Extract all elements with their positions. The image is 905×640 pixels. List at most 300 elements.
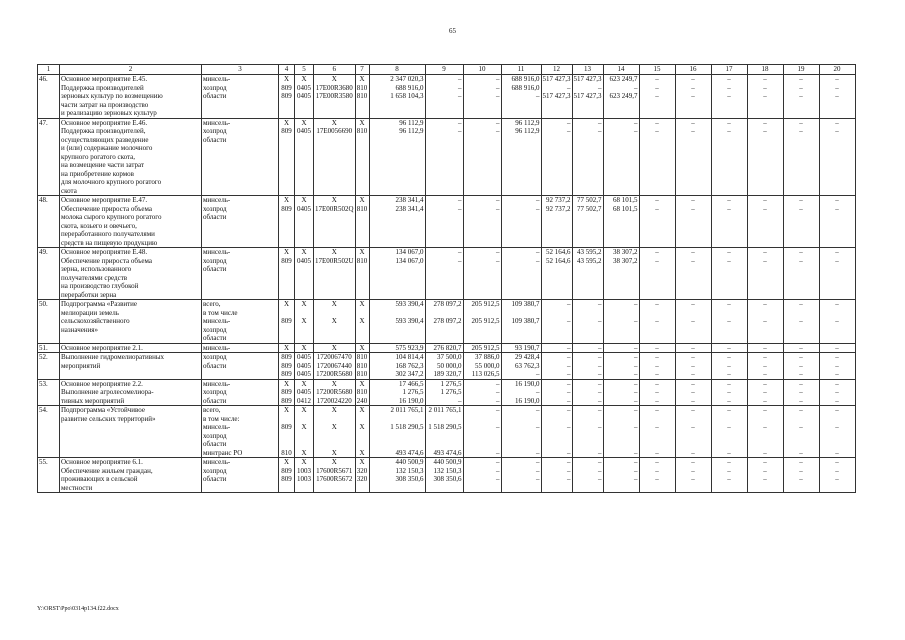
cell-line: 276 820,7 — [433, 343, 462, 352]
page-number: 65 — [449, 27, 456, 35]
cell-line — [203, 170, 277, 179]
cell-line — [821, 334, 854, 343]
table-cell — [747, 75, 783, 119]
cell-line — [785, 326, 818, 335]
table-cell — [747, 406, 783, 458]
cell-line: – — [691, 118, 695, 127]
cell-line: – — [727, 118, 731, 127]
cell-line — [641, 415, 674, 424]
table-cell — [501, 458, 541, 493]
cell-line — [371, 432, 424, 441]
cell-line — [427, 213, 462, 222]
cell-line — [371, 274, 424, 283]
cell-line: – — [536, 466, 540, 475]
cell-line: мероприятий — [61, 361, 101, 370]
cell-line: в том числе — [203, 308, 238, 317]
cell-line — [465, 161, 500, 170]
cell-line: – — [691, 448, 695, 457]
cell-line — [749, 161, 782, 170]
cell-line: 37 886,0 — [475, 353, 500, 361]
cell-line — [357, 101, 368, 110]
cell-line: – — [536, 256, 540, 265]
cell-line: – — [763, 353, 767, 361]
table-cell — [295, 248, 314, 300]
cell-line: – — [835, 388, 839, 396]
cell-line: минсель- — [203, 458, 231, 466]
cell-line — [605, 291, 638, 300]
cell-line — [39, 205, 58, 214]
cell-line — [296, 101, 312, 110]
cell-line — [677, 153, 710, 162]
cell-line: – — [835, 75, 839, 83]
table-cell — [675, 406, 711, 458]
cell-line — [677, 334, 710, 343]
cell-line: – — [799, 300, 803, 308]
cell-line: для молочного крупного рогатого — [61, 178, 162, 186]
cell-line — [574, 282, 602, 291]
cell-line — [357, 213, 368, 222]
table-cell — [747, 379, 783, 406]
cell-line — [357, 309, 368, 318]
cell-line: 320 — [356, 475, 368, 483]
cell-line: 93 190,7 — [515, 343, 540, 352]
cell-line — [280, 265, 293, 274]
table-cell — [463, 343, 501, 353]
cell-line — [357, 178, 368, 187]
cell-line — [427, 109, 462, 118]
table-cell — [279, 379, 295, 406]
cell-line — [641, 282, 674, 291]
cell-line — [821, 161, 854, 170]
table-cell — [38, 118, 60, 196]
cell-line: – — [567, 317, 571, 325]
cell-line — [713, 178, 746, 187]
cell-line — [574, 230, 602, 239]
table-cell — [425, 300, 463, 344]
table-cell — [369, 406, 425, 458]
cell-line: Основное мероприятие 6.1. — [61, 458, 143, 466]
cell-line — [574, 239, 602, 248]
cell-line: – — [634, 83, 638, 92]
cell-line — [749, 440, 782, 449]
cell-line: – — [655, 396, 659, 405]
cell-line: – — [458, 204, 462, 213]
cell-line: – — [799, 379, 803, 388]
cell-line: Х — [331, 343, 337, 352]
table-cell — [463, 300, 501, 344]
cell-line: 50 000,0 — [437, 361, 462, 370]
cell-line: осуществляющих разведение — [61, 135, 149, 144]
cell-line: – — [634, 423, 638, 431]
cell-line — [821, 274, 854, 283]
cell-line — [357, 170, 368, 179]
column-number-cell: 8 — [369, 65, 425, 75]
cell-line — [280, 282, 293, 291]
table-cell — [541, 458, 572, 493]
cell-line: Х — [301, 300, 307, 308]
table-cell — [819, 379, 855, 406]
cell-line — [821, 282, 854, 291]
cell-line — [574, 309, 602, 318]
cell-line — [574, 136, 602, 145]
cell-line: хозпрод — [203, 256, 227, 265]
cell-line: Поддержка производителей, — [61, 127, 146, 135]
cell-line — [821, 153, 854, 162]
cell-line: – — [655, 466, 659, 475]
table-cell — [572, 248, 603, 300]
cell-line: Выполнение гидромелиоративных — [61, 353, 165, 361]
cell-line — [677, 178, 710, 187]
table-cell — [279, 118, 295, 196]
cell-line: – — [835, 448, 839, 457]
cell-line: всего, — [203, 300, 221, 308]
cell-line: хозпрод — [203, 431, 227, 440]
cell-line: Х — [331, 423, 337, 431]
cell-line — [39, 230, 58, 239]
cell-line — [296, 309, 312, 318]
cell-line — [503, 144, 540, 153]
cell-line — [203, 161, 277, 170]
cell-line: – — [598, 361, 602, 370]
cell-line — [357, 415, 368, 424]
cell-line: – — [567, 388, 571, 396]
cell-line — [39, 475, 58, 484]
table-cell — [783, 458, 819, 493]
table-cell — [603, 118, 639, 196]
cell-line — [749, 415, 782, 424]
cell-line — [574, 161, 602, 170]
cell-line: – — [634, 466, 638, 475]
cell-line — [821, 170, 854, 179]
cell-line: – — [536, 475, 540, 483]
table-cell — [279, 75, 295, 119]
cell-line: – — [835, 204, 839, 213]
cell-line: – — [536, 458, 540, 466]
cell-line — [315, 170, 354, 179]
cell-line — [503, 239, 540, 248]
cell-line: – — [763, 370, 767, 378]
cell-line — [39, 144, 58, 153]
table-cell — [314, 343, 356, 353]
column-number-cell: 16 — [675, 65, 711, 75]
cell-line: Х — [359, 423, 365, 431]
cell-line: – — [727, 317, 731, 325]
cell-line — [503, 161, 540, 170]
table-cell — [463, 406, 501, 458]
column-number-cell: 4 — [279, 65, 295, 75]
cell-line: – — [634, 475, 638, 483]
table-cell — [572, 343, 603, 353]
table-cell — [369, 343, 425, 353]
cell-line — [605, 484, 638, 493]
cell-line — [427, 291, 462, 300]
cell-line — [39, 415, 58, 424]
cell-line: 92 737,2 — [546, 196, 571, 204]
table-cell — [675, 75, 711, 119]
cell-line — [296, 265, 312, 274]
cell-line — [543, 101, 571, 110]
cell-line — [357, 222, 368, 231]
cell-line — [749, 170, 782, 179]
cell-line — [713, 239, 746, 248]
cell-line: 810 — [281, 448, 292, 457]
cell-line: – — [799, 256, 803, 265]
table-cell — [314, 353, 356, 380]
cell-line — [39, 432, 58, 441]
cell-line — [543, 282, 571, 291]
cell-line — [357, 187, 368, 196]
table-cell — [639, 379, 675, 406]
cell-line — [677, 144, 710, 153]
cell-line: 809 — [281, 370, 292, 378]
cell-line — [39, 291, 58, 300]
cell-line — [503, 222, 540, 231]
cell-line: – — [536, 248, 540, 256]
cell-line: – — [496, 458, 500, 466]
cell-line: – — [727, 406, 731, 414]
cell-line: 96 112,9 — [399, 118, 424, 127]
cell-line — [465, 239, 500, 248]
cell-line: 0405 — [297, 353, 311, 361]
cell-line — [641, 291, 674, 300]
cell-line — [677, 274, 710, 283]
cell-line — [713, 136, 746, 145]
cell-line: 575 923,9 — [395, 343, 424, 352]
cell-line — [574, 144, 602, 153]
table-cell — [463, 75, 501, 119]
table-cell — [369, 75, 425, 119]
cell-line: хозпрод — [203, 83, 227, 92]
table-cell — [60, 379, 202, 406]
table-row — [38, 379, 856, 406]
cell-line: 240 — [356, 396, 368, 405]
cell-line: 809 — [281, 256, 292, 265]
cell-line — [543, 484, 571, 493]
cell-line: Х — [283, 458, 290, 466]
cell-line: – — [536, 92, 540, 100]
cell-line: – — [655, 458, 659, 466]
cell-line — [39, 484, 58, 493]
cell-line: – — [536, 423, 540, 431]
cell-line: – — [691, 196, 695, 204]
cell-line — [39, 127, 58, 136]
cell-line: – — [835, 458, 839, 466]
cell-line — [821, 144, 854, 153]
cell-line: области — [203, 135, 227, 144]
cell-line: – — [799, 388, 803, 396]
cell-line: – — [763, 388, 767, 396]
cell-line — [427, 239, 462, 248]
cell-line — [574, 440, 602, 449]
cell-line — [371, 109, 424, 118]
cell-line — [280, 144, 293, 153]
cell-line: 55. — [39, 458, 48, 466]
cell-line — [39, 449, 58, 458]
cell-line — [296, 230, 312, 239]
table-cell — [819, 248, 855, 300]
cell-line — [357, 161, 368, 170]
cell-line: – — [634, 361, 638, 370]
cell-line — [543, 415, 571, 424]
table-cell — [639, 300, 675, 344]
cell-line: 238 341,4 — [395, 204, 424, 213]
cell-line: – — [799, 475, 803, 483]
cell-line: 1 276,5 — [440, 388, 462, 396]
cell-line: – — [567, 396, 571, 405]
cell-line — [427, 170, 462, 179]
cell-line: 2 011 765,1 — [428, 406, 462, 414]
cell-line: Х — [359, 317, 365, 325]
cell-line — [357, 239, 368, 248]
cell-line — [465, 326, 500, 335]
cell-line — [543, 170, 571, 179]
cell-line: – — [727, 475, 731, 483]
cell-line: – — [655, 353, 659, 361]
cell-line: 38 307,2 — [613, 248, 638, 256]
cell-line: – — [458, 92, 462, 100]
cell-line: 16 190,0 — [515, 379, 540, 388]
cell-line: 308 350,6 — [433, 475, 462, 483]
cell-line: 517 427,3 — [542, 92, 571, 100]
cell-line — [641, 187, 674, 196]
cell-line — [641, 136, 674, 145]
cell-line — [39, 92, 58, 101]
cell-line — [713, 334, 746, 343]
cell-line — [280, 432, 293, 441]
cell-line: Х — [359, 448, 365, 457]
cell-line — [371, 309, 424, 318]
cell-line: на приобретение кормов — [61, 169, 134, 178]
cell-line — [427, 144, 462, 153]
cell-line: Подпрограмма «Устойчивое — [61, 406, 145, 414]
table-cell — [425, 343, 463, 353]
cell-line — [641, 230, 674, 239]
cell-line: 16 190,0 — [399, 396, 424, 405]
cell-line — [427, 334, 462, 343]
cell-line — [677, 230, 710, 239]
cell-line: – — [763, 127, 767, 135]
cell-line: – — [835, 370, 839, 378]
cell-line: на производство глубокой — [61, 282, 139, 290]
cell-line: тивных мероприятий — [61, 396, 125, 405]
cell-line: минсель- — [203, 343, 231, 352]
cell-line: 493 474,6 — [395, 448, 424, 457]
cell-line — [641, 101, 674, 110]
cell-line — [296, 282, 312, 291]
table-row — [38, 118, 856, 196]
cell-line — [605, 282, 638, 291]
table-cell — [603, 300, 639, 344]
cell-line — [785, 484, 818, 493]
cell-line: – — [763, 423, 767, 431]
cell-line: – — [799, 353, 803, 361]
cell-line — [821, 440, 854, 449]
cell-line: – — [691, 423, 695, 431]
cell-line — [677, 161, 710, 170]
cell-line: зерновых культур по возмещению — [61, 92, 163, 100]
table-cell — [38, 406, 60, 458]
cell-line — [713, 484, 746, 493]
cell-line — [427, 153, 462, 162]
cell-line: 132 150,3 — [395, 466, 424, 475]
cell-line — [296, 326, 312, 335]
cell-line — [39, 362, 58, 371]
cell-line: – — [634, 127, 638, 135]
cell-line — [503, 432, 540, 441]
cell-line — [315, 440, 354, 449]
cell-line — [543, 136, 571, 145]
cell-line — [315, 161, 354, 170]
cell-line — [280, 213, 293, 222]
cell-line: 809 — [281, 466, 292, 475]
cell-line: Х — [331, 317, 337, 325]
table-row — [38, 75, 856, 119]
cell-line — [280, 230, 293, 239]
table-cell — [819, 196, 855, 248]
cell-line: – — [727, 343, 731, 352]
cell-line — [543, 222, 571, 231]
cell-line: – — [655, 379, 659, 388]
cell-line — [641, 161, 674, 170]
table-cell — [675, 458, 711, 493]
table-cell — [603, 196, 639, 248]
cell-line — [543, 109, 571, 118]
cell-line — [371, 334, 424, 343]
cell-line — [296, 161, 312, 170]
table-cell — [279, 248, 295, 300]
cell-line: 47. — [39, 118, 48, 127]
cell-line — [677, 187, 710, 196]
cell-line — [357, 282, 368, 291]
cell-line: 17200R5680 — [316, 388, 353, 396]
table-cell — [463, 379, 501, 406]
cell-line — [641, 309, 674, 318]
cell-line — [427, 230, 462, 239]
table-cell — [747, 343, 783, 353]
cell-line — [315, 309, 354, 318]
cell-line — [543, 440, 571, 449]
cell-line — [785, 239, 818, 248]
cell-line: 48. — [39, 196, 48, 204]
cell-line: 1720067440 — [316, 361, 352, 370]
cell-line: – — [763, 448, 767, 457]
table-cell — [783, 300, 819, 344]
cell-line: Х — [301, 317, 307, 325]
cell-line: – — [799, 127, 803, 135]
cell-line — [315, 265, 354, 274]
cell-line: 593 390,4 — [395, 317, 424, 325]
cell-line — [465, 170, 500, 179]
cell-line: 17Е00R502Q — [315, 204, 354, 213]
table-cell — [541, 379, 572, 406]
cell-line: – — [691, 317, 695, 325]
cell-line: – — [691, 361, 695, 370]
cell-line: – — [835, 196, 839, 204]
cell-line — [821, 178, 854, 187]
cell-line — [296, 291, 312, 300]
table-cell — [60, 458, 202, 493]
cell-line: скота, козьего и овечьего, — [61, 221, 137, 230]
cell-line: 52 164,6 — [546, 256, 571, 265]
cell-line — [749, 101, 782, 110]
cell-line — [605, 153, 638, 162]
cell-line: 238 341,4 — [395, 196, 424, 204]
table-cell — [38, 353, 60, 380]
cell-line — [465, 274, 500, 283]
cell-line — [713, 213, 746, 222]
cell-line: 17Е00R502U — [315, 256, 354, 265]
cell-line — [677, 213, 710, 222]
